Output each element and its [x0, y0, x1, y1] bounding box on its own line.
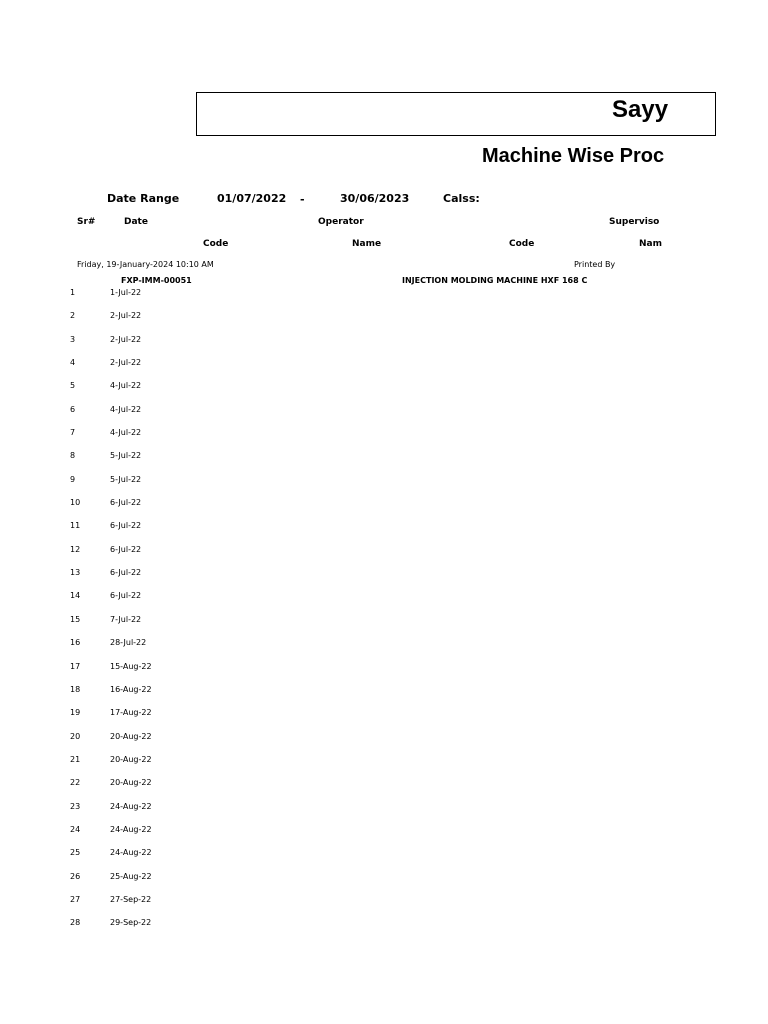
row-date: 29-Sep-22: [110, 918, 152, 928]
row-date: 24-Aug-22: [110, 848, 152, 858]
table-row: [0, 564, 662, 587]
row-sr: 15: [70, 614, 81, 624]
row-sr: 3: [70, 334, 76, 344]
row-date: 2-Jul-22: [110, 311, 142, 321]
row-date: 6-Jul-22: [110, 544, 142, 554]
row-sr: 21: [70, 754, 81, 764]
row-sr: 17: [70, 661, 81, 671]
table-row: [0, 728, 662, 751]
table-row: [0, 307, 662, 330]
row-date: 25-Aug-22: [110, 871, 152, 881]
row-sr: 18: [70, 684, 81, 694]
row-sr: 2: [70, 311, 76, 321]
row-date: 4-Jul-22: [110, 404, 142, 414]
table-row: [0, 401, 662, 424]
row-date: 6-Jul-22: [110, 591, 142, 601]
date-separator: -: [300, 193, 305, 206]
row-sr: 27: [70, 894, 81, 904]
col-date-header: Date: [124, 217, 148, 227]
table-row: [0, 798, 662, 821]
from-date: 01/07/2022: [217, 192, 287, 205]
row-date: 20-Aug-22: [110, 754, 152, 764]
table-row: [0, 471, 662, 494]
row-sr: 11: [70, 521, 81, 531]
machine-code: FXP-IMM-00051: [121, 276, 192, 285]
row-date: 6-Jul-22: [110, 498, 142, 508]
col-operator-header: Operator: [318, 217, 364, 227]
row-sr: 14: [70, 591, 81, 601]
row-sr: 26: [70, 871, 81, 881]
date-range-label: Date Range: [107, 192, 180, 205]
row-sr: 1: [70, 288, 76, 297]
table-row: [0, 634, 662, 657]
row-date: 2-Jul-22: [110, 358, 142, 368]
table-row: [0, 284, 662, 307]
row-date: 17-Aug-22: [110, 708, 152, 718]
table-row: [0, 658, 662, 681]
table-row: [0, 751, 662, 774]
row-date: 28-Jul-22: [110, 638, 147, 648]
row-date: 4-Jul-22: [110, 428, 142, 438]
table-row: [0, 611, 662, 634]
machine-name: INJECTION MOLDING MACHINE HXF 168 C: [402, 276, 588, 285]
class-label: Calss:: [443, 192, 480, 205]
table-row: [0, 354, 662, 377]
row-date: 1-Jul-22: [110, 288, 142, 297]
company-title: Sayy: [612, 96, 669, 123]
table-row: [0, 494, 662, 517]
row-sr: 10: [70, 498, 81, 508]
table-row: [0, 868, 662, 891]
printed-on: Friday, 19-January-2024 10:10 AM: [77, 260, 214, 269]
row-sr: 6: [70, 404, 76, 414]
table-row: [0, 914, 662, 937]
row-sr: 23: [70, 801, 81, 811]
table-row: [0, 331, 662, 354]
table-row: [0, 821, 662, 844]
data-rows: [0, 284, 662, 938]
row-sr: 24: [70, 824, 81, 834]
row-sr: 4: [70, 358, 76, 368]
row-date: 4-Jul-22: [110, 381, 142, 391]
printed-by-label: Printed By: [574, 260, 616, 269]
col-supervisor-header: Superviso: [609, 217, 660, 227]
row-date: 6-Jul-22: [110, 568, 142, 578]
row-sr: 8: [70, 451, 76, 461]
row-date: 15-Aug-22: [110, 661, 152, 671]
row-sr: 9: [70, 474, 76, 484]
row-date: 2-Jul-22: [110, 334, 142, 344]
row-sr: 25: [70, 848, 81, 858]
row-date: 6-Jul-22: [110, 521, 142, 531]
row-sr: 28: [70, 918, 81, 928]
to-date: 30/06/2023: [340, 192, 410, 205]
row-date: 20-Aug-22: [110, 731, 152, 741]
row-sr: 5: [70, 381, 76, 391]
table-row: [0, 844, 662, 867]
table-row: [0, 377, 662, 400]
row-sr: 13: [70, 568, 81, 578]
row-date: 7-Jul-22: [110, 614, 142, 624]
report-title: Machine Wise Proc: [482, 145, 665, 167]
table-row: [0, 891, 662, 914]
table-row: [0, 424, 662, 447]
row-sr: 22: [70, 778, 81, 788]
row-sr: 16: [70, 638, 81, 648]
row-date: 24-Aug-22: [110, 824, 152, 834]
col-operator-name-header: Name: [352, 239, 382, 249]
row-sr: 20: [70, 731, 81, 741]
table-row: [0, 704, 662, 727]
table-row: [0, 517, 662, 540]
table-row: [0, 447, 662, 470]
row-date: 20-Aug-22: [110, 778, 152, 788]
col-operator-code-header: Code: [203, 239, 229, 249]
col-sr-header: Sr#: [77, 217, 96, 227]
row-date: 16-Aug-22: [110, 684, 152, 694]
table-row: [0, 681, 662, 704]
table-row: [0, 541, 662, 564]
row-date: 5-Jul-22: [110, 451, 142, 461]
row-sr: 7: [70, 428, 76, 438]
col-supervisor-code-header: Code: [509, 239, 535, 249]
row-sr: 12: [70, 544, 81, 554]
row-sr: 19: [70, 708, 81, 718]
table-row: [0, 587, 662, 610]
table-row: [0, 774, 662, 797]
row-date: 5-Jul-22: [110, 474, 142, 484]
row-date: 27-Sep-22: [110, 894, 152, 904]
row-date: 24-Aug-22: [110, 801, 152, 811]
col-supervisor-name-header: Nam: [639, 239, 662, 249]
